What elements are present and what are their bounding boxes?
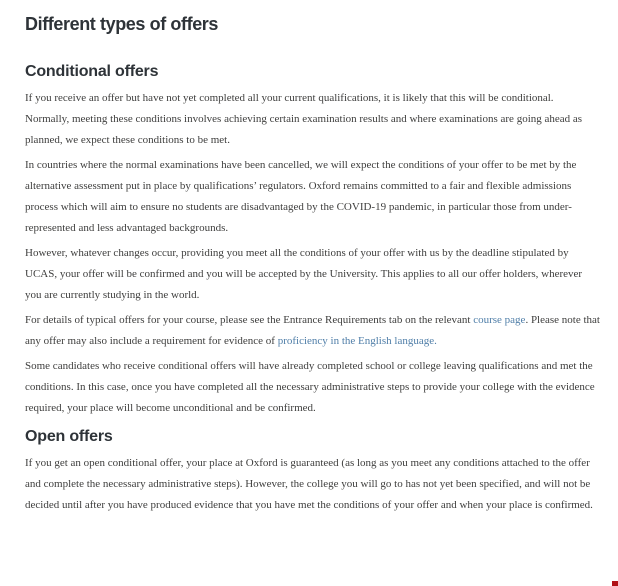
course-page-link[interactable]: course page [473, 314, 526, 326]
page-title: Different types of offers [25, 14, 219, 34]
conditional-paragraph-5: Some candidates who receive conditional offers will have already completed school or college leaving qualifications and met the conditions. In this case, once you have completed all the necessary administrative steps to provide your college with the evidence required, your place will become unconditional and be confirmed. [25, 360, 595, 414]
open-paragraph-1: If you get an open conditional offer, your place at Oxford is guaranteed (as long as you meet any conditions attached to the offer and complete the necessary administrative steps). However, the college you will go to has not yet been specified, and will not be decided until after you have produced evidence that you have met the conditions of your offer and when your place is confirmed. [25, 457, 593, 511]
text-before-course-page-link: For details of typical offers for your course, please see the Entrance Requirements tab on the relevant [25, 314, 474, 326]
section-conditional-offers [25, 62, 600, 419]
conditional-paragraph-1: If you receive an offer but have not yet completed all your current qualifications, it is likely that this will be conditional. Normally, meeting these conditions involves achieving certain examination results and where examinations are going ahead as planned, we expect these conditions to be met. [25, 92, 583, 146]
open-offers-heading: Open offers [25, 428, 113, 445]
text-between-links: . Please note that any offer may also include a requirement for evidence of [25, 314, 600, 347]
conditional-paragraph-4 [25, 310, 600, 352]
english-proficiency-link[interactable]: proficiency in the English language. [277, 335, 437, 347]
conditional-paragraph-2: In countries where the normal examinations have been cancelled, we will expect the conditions of your offer to be met by the alternative assessment put in place by qualifications’ regulators. Oxford remains committed to a fair and flexible admissions process which will aim to ensure no students are disadvantaged by the COVID-19 pandemic, in particular those from under-represented and less advantaged backgrounds. [25, 159, 577, 234]
section-open-offers [25, 427, 600, 516]
conditional-paragraph-3: However, whatever changes occur, providing you meet all the conditions of your offer with us by the deadline stipulated by UCAS, your offer will be confirmed and you will be accepted by the University. This applies to all our offer holders, wherever you are currently studying in the world. [25, 247, 583, 301]
red-corner-artifact [612, 581, 618, 586]
conditional-offers-heading: Conditional offers [25, 63, 159, 80]
